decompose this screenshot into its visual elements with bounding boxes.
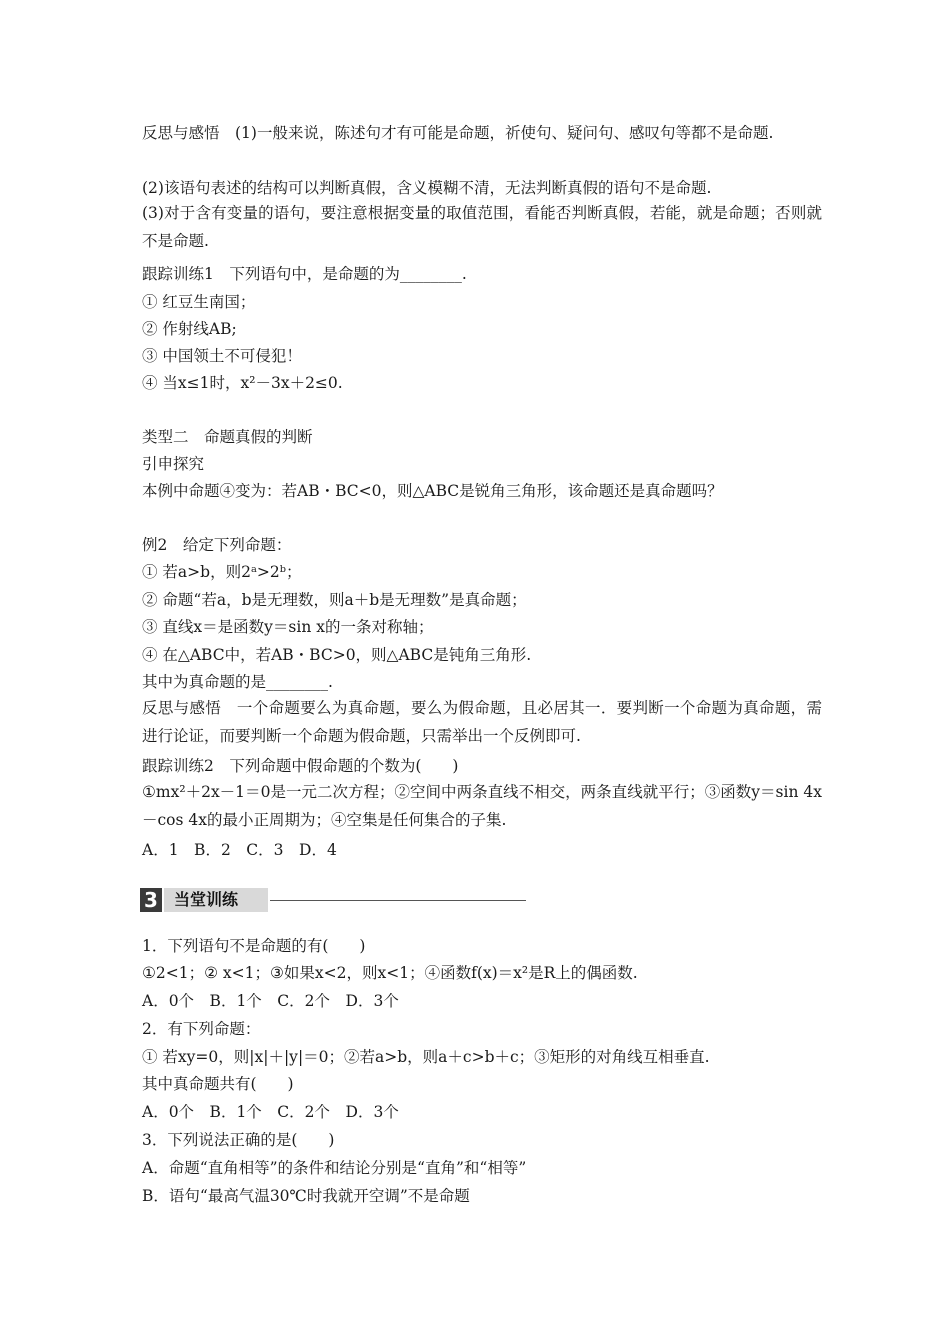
section-number-badge: 3: [140, 888, 162, 912]
reflection-4-text: 反思与感悟 一个命题要么为真命题，要么为假命题，且必居其一．要判断一个命题为真命题，需进行论证，而要判断一个命题为假命题，只需举出一个反例即可.: [142, 699, 822, 745]
type-2-heading: 类型二 命题真假的判断: [142, 428, 313, 446]
section-divider: [270, 900, 526, 901]
exercise-3-question: 3．下列说法正确的是( ): [142, 1131, 335, 1149]
practice-2-question: 跟踪训练2 下列命题中假命题的个数为( ): [142, 757, 459, 775]
practice-1-question: 跟踪训练1 下列语句中，是命题的为________.: [142, 265, 467, 283]
exercise-2-statements: ① 若xy=0，则|x|＋|y|＝0；②若a>b，则a＋c>b＋c；③矩形的对角线互相垂直.: [142, 1048, 710, 1066]
example-2-heading: 例2 给定下列命题：: [142, 536, 292, 554]
extension-question: 本例中命题④变为：若AB・BC<0，则△ABC是锐角三角形，该命题还是真命题吗？: [142, 482, 723, 500]
exercise-2-prompt: 其中真命题共有( ): [142, 1075, 294, 1093]
exercise-1-choices: A．0个 B．1个 C．2个 D．3个: [142, 992, 399, 1010]
exercise-1-question: 1．下列语句不是命题的有( ): [142, 937, 366, 955]
example-2-item-2: ② 命题“若a，b是无理数，则a＋b是无理数”是真命题；: [142, 591, 527, 609]
example-2-item-1: ① 若a>b，则2ᵃ>2ᵇ；: [142, 563, 302, 581]
practice-2-choices: A．1 B．2 C．3 D．4: [142, 841, 337, 859]
example-2-prompt: 其中为真命题的是________.: [142, 673, 333, 691]
reflection-3-text: (3)对于含有变量的语句，要注意根据变量的取值范围，看能否判断真假，若能，就是命题；否则就不是命题.: [142, 204, 822, 250]
practice-2-statements: ①mx²＋2x－1＝0是一元二次方程；②空间中两条直线不相交，两条直线就平行；③函数y＝sin 4x－cos 4x的最小正周期为；④空集是任何集合的子集.: [142, 783, 822, 829]
exercise-3-option-a: A．命题“直角相等”的条件和结论分别是“直角”和“相等”: [142, 1159, 527, 1177]
practice-1-option-1: ① 红豆生南国；: [142, 293, 256, 311]
practice-1-option-4: ④ 当x≤1时，x²－3x＋2≤0.: [142, 374, 343, 392]
exercise-3-option-b: B．语句“最高气温30℃时我就开空调”不是命题: [142, 1187, 470, 1205]
exercise-1-statements: ①2<1；② x<1；③如果x<2，则x<1；④函数f(x)＝x²是R上的偶函数.: [142, 964, 638, 982]
section-title: 当堂训练: [164, 888, 268, 912]
extension-heading: 引申探究: [142, 455, 205, 473]
section-header: [140, 888, 530, 914]
example-2-item-3: ③ 直线x＝是函数y＝sin x的一条对称轴；: [142, 618, 434, 636]
reflection-2-text: (2)该语句表述的结构可以判断真假，含义模糊不清，无法判断真假的语句不是命题.: [142, 179, 712, 197]
practice-1-option-3: ③ 中国领土不可侵犯！: [142, 347, 302, 365]
practice-1-option-2: ② 作射线AB;: [142, 320, 237, 338]
reflection-1-text: 反思与感悟 (1)一般来说，陈述句才有可能是命题，祈使句、疑问句、感叹句等都不是命题.: [142, 124, 774, 142]
example-2-item-4: ④ 在△ABC中，若AB・BC>0，则△ABC是钝角三角形.: [142, 646, 532, 664]
exercise-2-question: 2．有下列命题：: [142, 1020, 261, 1038]
exercise-2-choices: A．0个 B．1个 C．2个 D．3个: [142, 1103, 399, 1121]
